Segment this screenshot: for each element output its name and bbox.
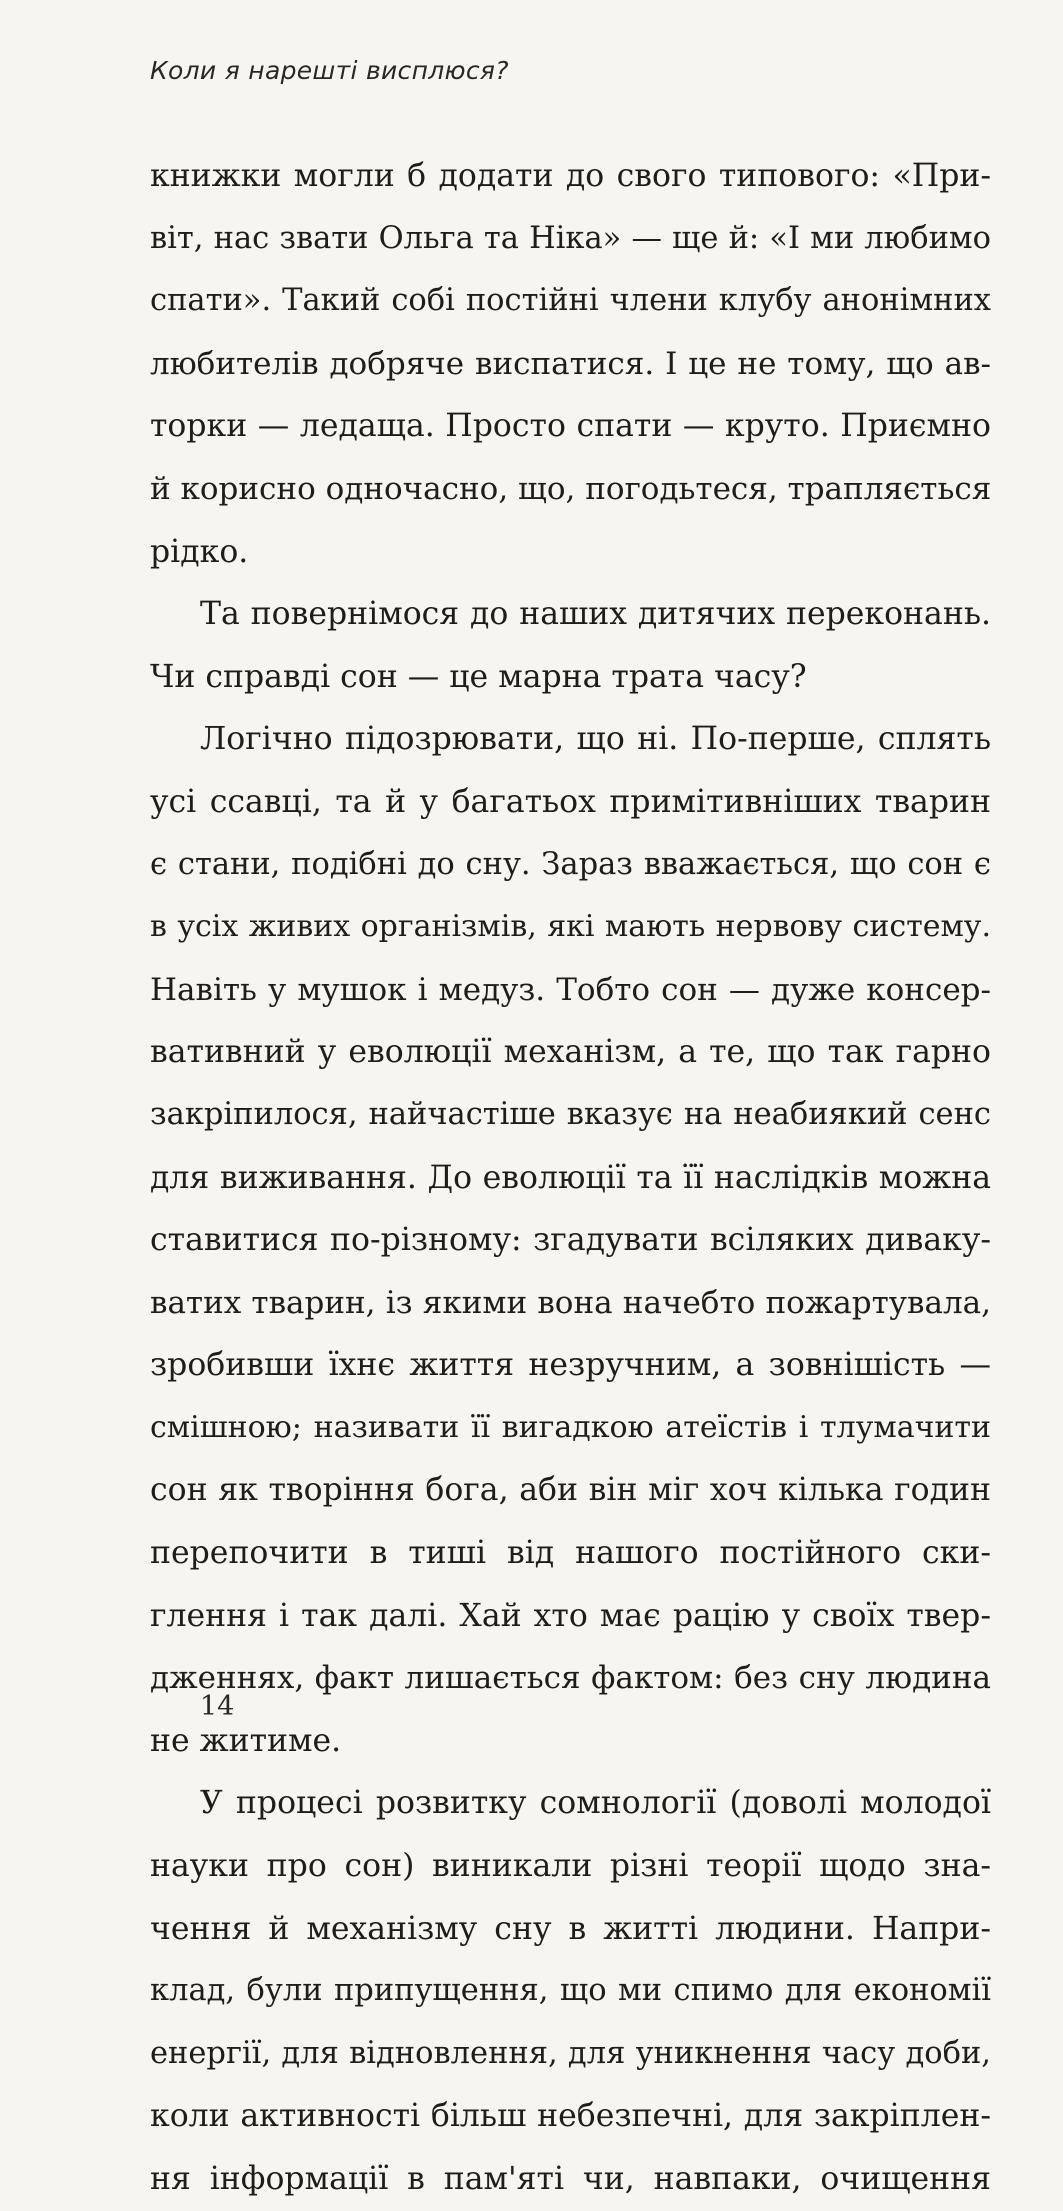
text-line: Навіть у мушок і медуз. Тобто сон — дуже консер- xyxy=(150,971,991,1008)
text-line: усі ссавці, та й у багатьох примітивніших тварин xyxy=(150,783,991,820)
text-line: в усіх живих організмів, які мають нервову систему. xyxy=(150,909,991,945)
body-text xyxy=(150,145,991,2211)
text-line: У процесі розвитку сомнології (доволі молодої xyxy=(200,1785,991,1822)
text-line: дженнях, факт лишається фактом: без сну людина xyxy=(150,1660,991,1697)
text-line: сон як творіння бога, аби він міг хоч кілька годин xyxy=(150,1472,991,1509)
text-line: є стани, подібні до сну. Зараз вважається, що сон є xyxy=(150,846,991,882)
text-line: перепочити в тиші від нашого постійного ски- xyxy=(150,1535,991,1572)
page-number: 14 xyxy=(200,1691,235,1722)
text-line: не житиме. xyxy=(150,1722,342,1759)
text-line: ватих тварин, із якими вона начебто пожартувала, xyxy=(150,1284,991,1321)
text-line: для виживання. До еволюції та її наслідків можна xyxy=(150,1159,991,1196)
text-line: любителів добряче виспатися. І це не тому, що ав- xyxy=(150,345,991,382)
text-line: закріпилося, найчастіше вказує на неабиякий сенс xyxy=(150,1096,991,1132)
running-header: Коли я нарешті висплюся? xyxy=(150,56,509,85)
text-line: торки — ледаща. Просто спати — круто. Приємно xyxy=(150,408,991,445)
text-line: ставитися по-різному: згадувати всіляких дивaку- xyxy=(150,1222,991,1259)
text-line: ня інформації в пам'яті чи, навпаки, очищення xyxy=(150,2161,991,2197)
text-line: віт, нас звати Ольга та Ніка» — ще й: «І ми любимо xyxy=(150,220,991,256)
text-line: рідко. xyxy=(150,533,249,570)
text-line: смішною; називати її вигадкою атеїстів і тлумачити xyxy=(150,1409,991,1445)
text-line: Та повернімося до наших дитячих переконань. xyxy=(200,596,991,633)
text-line: Логічно підозрювати, що ні. По-перше, сплять xyxy=(200,721,991,758)
text-line: книжки могли б додати до свого типового: «При- xyxy=(150,158,991,194)
text-line: зробивши їхнє життя незручним, а зовнішість — xyxy=(150,1347,991,1384)
text-line: коли активності більш небезпечні, для закріплен- xyxy=(150,2098,991,2135)
text-line: глення і так далі. Хай хто має рацію у своїх твер- xyxy=(150,1597,991,1634)
text-line: клад, були припущення, що ми спимо для економії xyxy=(150,1973,991,2009)
text-line: спати». Такий собі постійні члени клубу анонімних xyxy=(150,283,991,319)
text-line: вативний у еволюції механізм, а те, що так гарно xyxy=(150,1034,991,1071)
text-line: чення й механізму сну в житті людини. Напри- xyxy=(150,1910,991,1947)
text-line: й корисно одночасно, що, погодьтеся, трапляється xyxy=(150,470,992,507)
text-line: Чи справді сон — це марна трата часу? xyxy=(150,658,807,695)
text-line: науки про сон) виникали різні теорії щодо зна- xyxy=(150,1848,991,1885)
text-line: енергії, для відновлення, для уникнення часу доби, xyxy=(150,2035,991,2071)
